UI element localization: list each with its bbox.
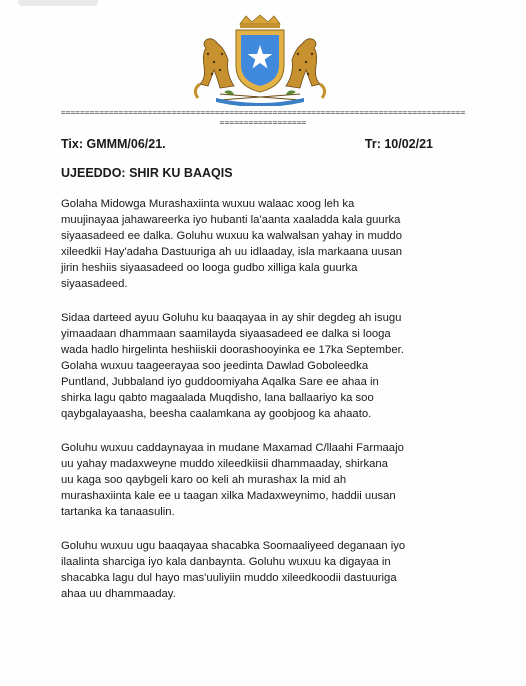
- divider-line: ======================================================================================================: [60, 108, 466, 127]
- paragraph-4: Goluhu wuxuu ugu baaqayaa shacabka Soomaaliyeed deganaan iyo ilaalinta sharciga iyo kala danbaynta. Goluhu wuxuu ka digayaa in shacabka lagu dul hayo mas'uuliyiin muddo xileedkoodii dastuuriga ahaa uu dhammaaday.: [61, 540, 406, 600]
- paragraph-3: Goluhu wuxuu caddaynayaa in mudane Maxamad C/llaahi Farmaajo uu yahay madaxweyne muddo xileedkiisii dhammaaday, shirkana uu kaga soo qaybgeli karo oo keli ah murashax la mid ah murashaxiinta kale ee u taagan xilka Madaxweynimo, haddii uusan tartanka ka tanaasulin.: [61, 442, 404, 518]
- subject-heading: UJEEDDO: SHIR KU BAAQIS: [61, 166, 233, 180]
- somalia-coat-of-arms-icon: [180, 14, 340, 106]
- document-date: Tr: 10/02/21: [364, 137, 433, 151]
- reference-row: [61, 137, 433, 151]
- top-edge-tab: [18, 0, 98, 6]
- paragraph-1: Golaha Midowga Murashaxiinta wuxuu walaac xoog leh ka muujinayaa jahawareerka iyo hubanti la'aanta xaaladda kala guurka siyaasadeed ee dalka. Goluhu wuxuu ka walwalsan yahay in muddo xileedkii Hay'adaha Dastuuriga ah uu idlaaday, isla markaana uusan jirin heshiis siyaasadeed oo looga gudbo xilliga kala guurka siyaasadeed.: [61, 198, 403, 290]
- reference-number: Tix: GMMM/06/21.: [61, 137, 166, 151]
- paragraph-2: Sidaa darteed ayuu Goluhu ku baaqayaa in ay shir degdeg ah isugu yimaadaan dhammaan saamilayda siyaasadeed ee dalka si looga wada hadlo hirgelinta heshiiskii doorashooyinka ee 17ka September. Golaha wuxuu taageerayaa soo jeedinta Dawlad Goboleedka Puntland, Jubbaland iyo guddoomiyaha Aqalka Sare ee ahaa in shirka lagu qabto magaalada Muqdisho, lana ballaariyo ka soo qaybgalayaasha, beesha caalamkana ay goobjoog ka ahaato.: [61, 312, 404, 420]
